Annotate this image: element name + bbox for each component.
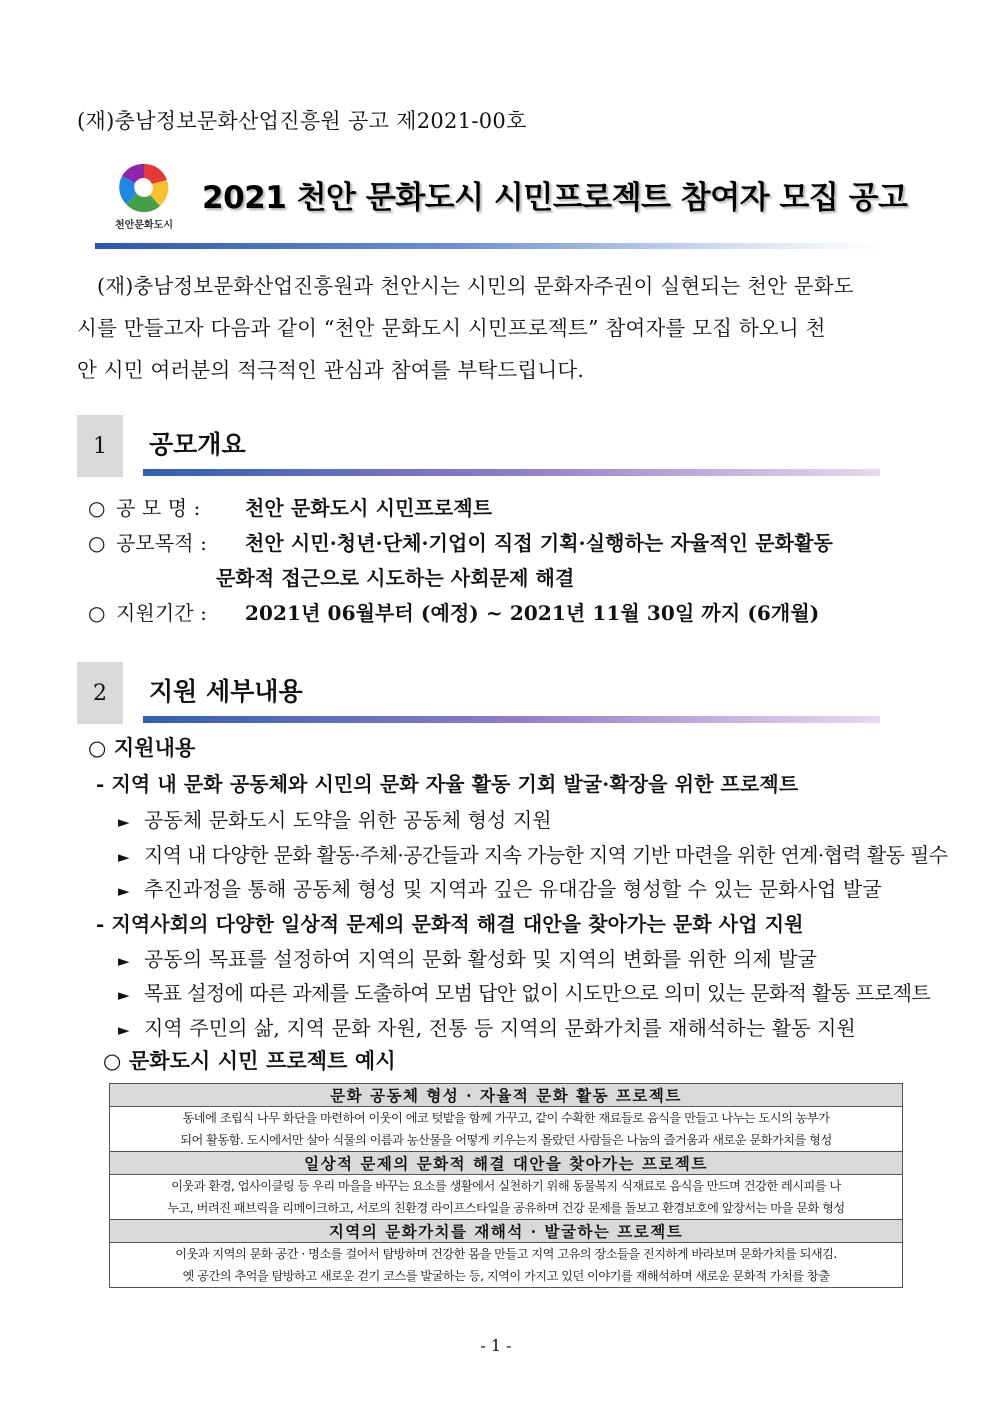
support-item-text: 목표 설정에 따른 과제를 도출하여 모범 답안 없이 시도만으로 의미 있는 문화적 활동 프로젝트: [144, 981, 931, 1005]
section-number-box: 1: [77, 415, 123, 477]
overview-value: 천안 시민·청년·단체·기업이 직접 기획·실행하는 자율적인 문화활동: [245, 531, 833, 555]
section-title: 지원 세부내용: [149, 677, 303, 706]
example-line: 옛 공간의 추억을 탐방하고 새로운 걷기 코스를 발굴하는 등, 지역이 가지고 있던 이야기를 재해석하며 새로운 문화적 가치를 창출: [182, 1269, 830, 1283]
page-number: - 1 -: [480, 1336, 512, 1355]
example-line: 누고, 버려진 패브릭을 리메이크하고, 서로의 친환경 라이프스타일을 공유하며 건강 문제를 돌보고 환경보호에 앞장서는 마을 문화 형성: [167, 1201, 845, 1215]
circle-bullet-icon: ○: [88, 601, 106, 625]
support-item: [118, 839, 947, 868]
support-item: [118, 943, 817, 972]
example-line: 되어 활동함. 도시에서만 살아 식물의 이름과 농산물을 어떻게 키우는지 몰랐던 사람들은 나눔의 즐거움과 새로운 문화가치를 형성: [180, 1133, 832, 1147]
overview-purpose-line2: 문화적 접근으로 시도하는 사회문제 해결: [216, 566, 575, 590]
support-item-text: 추진과정을 통해 공동체 형성 및 지역과 깊은 유대감을 형성할 수 있는 문화사업 발굴: [144, 877, 882, 901]
example-line: 동네에 조립식 나무 화단을 마련하여 이웃이 에코 텃밭을 함께 가꾸고, 같이 수확한 재료들로 음식을 만들고 나누는 도시의 농부가: [182, 1111, 830, 1125]
overview-item-purpose: [88, 527, 833, 556]
overview-value: 2021년 06월부터 (예정) ~ 2021년 11월 30일 까지 (6개월): [245, 601, 820, 625]
example-line: 이웃과 환경, 업사이클링 등 우리 마을을 바꾸는 요소를 생활에서 실천하기 위해 동물복지 식재료로 음식을 만드며 건강한 레시피를 나: [171, 1179, 841, 1193]
triangle-bullet-icon: ►: [118, 813, 130, 831]
support-item: [118, 804, 552, 833]
overview-value: 천안 문화도시 시민프로젝트: [245, 496, 493, 520]
examples-heading: ○ 문화도시 시민 프로젝트 예시: [103, 1048, 396, 1073]
overview-label: 지원기간 :: [116, 601, 207, 625]
example-header: 문화 공동체 형성 · 자율적 문화 활동 프로젝트: [110, 1084, 903, 1107]
support-group-title: - 지역 내 문화 공동체와 시민의 문화 자율 활동 기회 발굴·확장을 위한 프로젝트: [96, 772, 799, 796]
overview-label: 공 모 명 :: [116, 496, 201, 520]
intro-line: 안 시민 여러분의 적극적인 관심과 참여를 부탁드립니다.: [77, 358, 585, 382]
section-underline: [143, 716, 880, 723]
triangle-bullet-icon: ►: [118, 882, 130, 900]
support-item-text: 지역 내 다양한 문화 활동·주체·공간들과 지속 가능한 지역 기반 마련을 위한 연계·협력 활동 필수: [144, 843, 948, 867]
support-item: [118, 977, 930, 1006]
example-body: [110, 1107, 903, 1152]
overview-label: 공모목적 :: [116, 531, 207, 555]
support-item: [118, 873, 882, 902]
notice-number: (재)충남정보문화산업진흥원 공고 제2021-00호: [77, 109, 527, 133]
triangle-bullet-icon: ►: [118, 986, 130, 1004]
examples-table: [109, 1083, 903, 1288]
example-line: 이웃과 지역의 문화 공간 · 명소를 걸어서 탐방하며 건강한 몸을 만들고 지역 고유의 장소들을 진지하게 바라보며 문화가치를 되새김.: [175, 1247, 837, 1261]
example-body: [110, 1175, 903, 1220]
overview-item-name: [88, 492, 492, 521]
overview-item-period: [88, 597, 819, 626]
intro-line: 시를 만들고자 다음과 같이 “천안 문화도시 시민프로젝트” 참여자를 모집 하오니 천: [77, 316, 826, 340]
cheonan-culture-city-logo: [112, 160, 176, 230]
logo-text: 천안문화도시: [115, 220, 173, 231]
section-underline: [143, 469, 880, 476]
logo-mark-icon: [112, 160, 176, 216]
triangle-bullet-icon: ►: [118, 1021, 130, 1039]
intro-paragraph: [77, 265, 917, 391]
section-2-header: [77, 662, 887, 727]
title-underline: [95, 243, 885, 249]
circle-bullet-icon: ○: [88, 496, 106, 520]
circle-bullet-icon: ○: [88, 531, 106, 555]
document-header: [112, 160, 908, 250]
section-1-header: [77, 415, 887, 480]
support-item-text: 공동체 문화도시 도약을 위한 공동체 형성 지원: [144, 808, 552, 832]
support-item-text: 공동의 목표를 설정하여 지역의 문화 활성화 및 지역의 변화를 위한 의제 발굴: [144, 947, 818, 971]
section-title: 공모개요: [149, 430, 246, 459]
example-header: 일상적 문제의 문화적 해결 대안을 찾아가는 프로젝트: [110, 1152, 903, 1175]
support-group-title: - 지역사회의 다양한 일상적 문제의 문화적 해결 대안을 찾아가는 문화 사업 지원: [96, 912, 804, 936]
support-heading: ○ 지원내용: [88, 735, 196, 760]
example-body: [110, 1243, 903, 1288]
support-item-text: 지역 주민의 삶, 지역 문화 자원, 전통 등 지역의 문화가치를 재해석하는 활동 지원: [144, 1016, 856, 1040]
triangle-bullet-icon: ►: [118, 952, 130, 970]
triangle-bullet-icon: ►: [118, 848, 130, 866]
page-title: 2021 천안 문화도시 시민프로젝트 참여자 모집 공고: [202, 180, 908, 216]
support-item: [118, 1012, 856, 1041]
example-header: 지역의 문화가치를 재해석 · 발굴하는 프로젝트: [110, 1220, 903, 1243]
intro-line: (재)충남정보문화산업진흥원과 천안시는 시민의 문화자주권이 실현되는 천안 문화도: [97, 274, 854, 298]
section-number-box: 2: [77, 662, 123, 724]
